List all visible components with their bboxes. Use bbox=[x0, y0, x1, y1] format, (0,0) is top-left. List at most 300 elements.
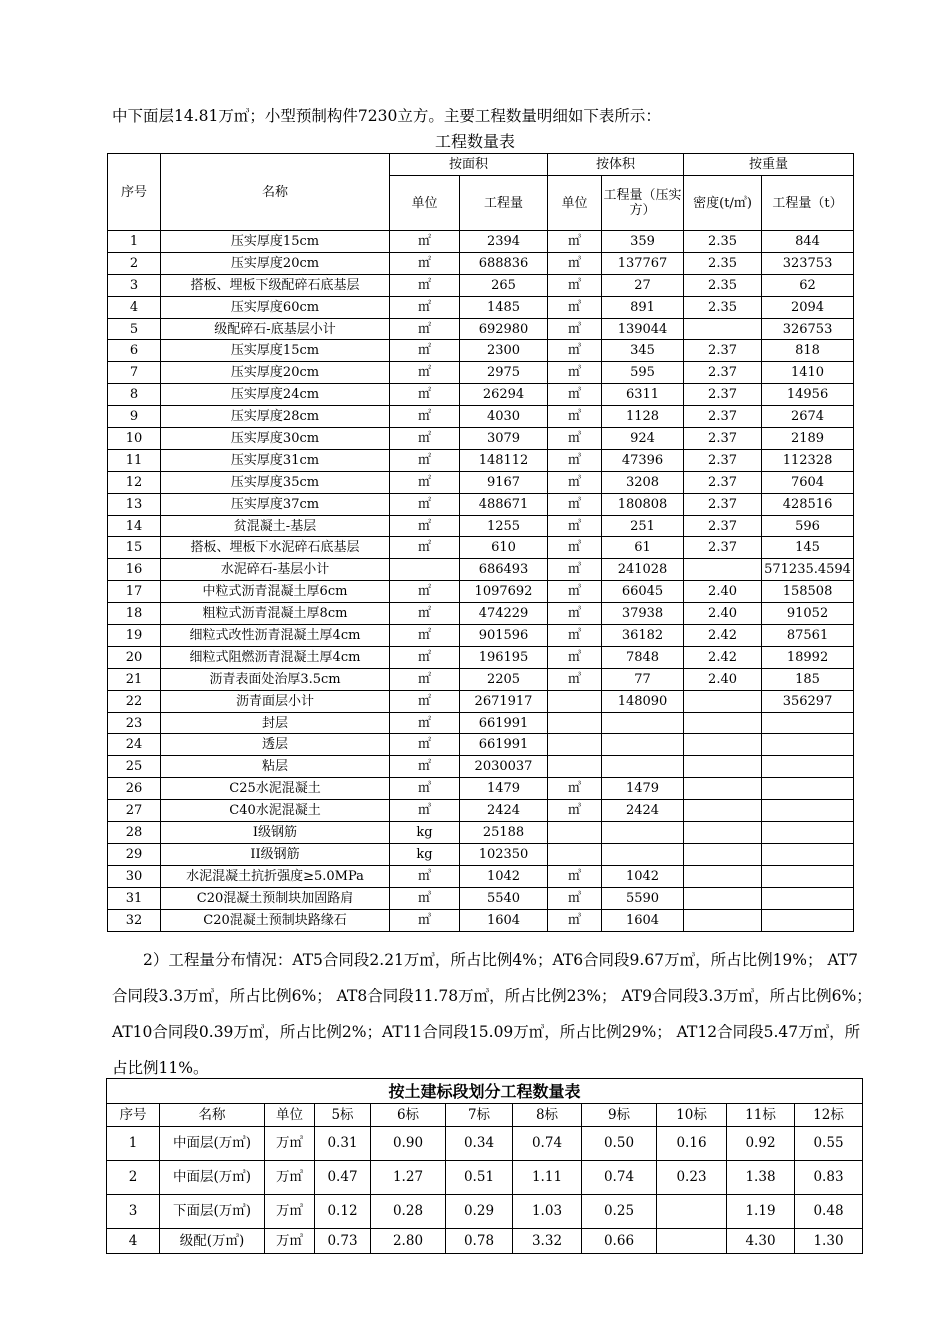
cell-volume-qty: 37938 bbox=[602, 603, 684, 625]
cell-area-unit: ㎡ bbox=[390, 537, 460, 559]
cell-density: 2.40 bbox=[684, 668, 762, 690]
table-row bbox=[108, 778, 854, 800]
table-row bbox=[108, 362, 854, 384]
cell-area-unit: ㎥ bbox=[390, 909, 460, 931]
cell-volume-unit: ㎥ bbox=[548, 231, 602, 253]
cell-area-qty: 610 bbox=[460, 537, 548, 559]
cell-density: 2.37 bbox=[684, 384, 762, 406]
cell-weight-qty bbox=[762, 843, 854, 865]
cell-density: 2.37 bbox=[684, 406, 762, 428]
table-row bbox=[108, 296, 854, 318]
table2-cell: 1.27 bbox=[371, 1161, 446, 1195]
cell-volume-unit bbox=[548, 734, 602, 756]
cell-name: 压实厚度28cm bbox=[161, 406, 390, 428]
cell-seq: 29 bbox=[108, 843, 161, 865]
cell-area-qty: 1479 bbox=[460, 778, 548, 800]
cell-volume-unit: ㎥ bbox=[548, 559, 602, 581]
cell-name: 水泥混凝土抗折强度≥5.0MPa bbox=[161, 865, 390, 887]
cell-name: 细粒式改性沥青混凝土厚4cm bbox=[161, 625, 390, 647]
cell-seq: 31 bbox=[108, 887, 161, 909]
cell-name: 细粒式阻燃沥青混凝土厚4cm bbox=[161, 646, 390, 668]
cell-weight-qty: 2674 bbox=[762, 406, 854, 428]
table2-cell: 2 bbox=[107, 1161, 160, 1195]
cell-area-qty: 1042 bbox=[460, 865, 548, 887]
cell-area-qty: 2671917 bbox=[460, 690, 548, 712]
cell-volume-qty: 891 bbox=[602, 296, 684, 318]
cell-density: 2.35 bbox=[684, 296, 762, 318]
cell-volume-unit: ㎥ bbox=[548, 406, 602, 428]
cell-seq: 28 bbox=[108, 822, 161, 844]
table-row bbox=[108, 734, 854, 756]
cell-weight-qty: 91052 bbox=[762, 603, 854, 625]
cell-area-unit: ㎡ bbox=[390, 603, 460, 625]
cell-volume-qty: 2424 bbox=[602, 800, 684, 822]
table2-cell: 0.28 bbox=[371, 1195, 446, 1229]
table2-cell: 1.11 bbox=[513, 1161, 582, 1195]
cell-density bbox=[684, 865, 762, 887]
cell-name: 压实厚度30cm bbox=[161, 428, 390, 450]
cell-density: 2.37 bbox=[684, 471, 762, 493]
cell-weight-qty: 18992 bbox=[762, 646, 854, 668]
cell-area-qty: 2394 bbox=[460, 231, 548, 253]
cell-name: 压实厚度60cm bbox=[161, 296, 390, 318]
cell-weight-qty: 844 bbox=[762, 231, 854, 253]
table2-cell: 万㎥ bbox=[265, 1229, 315, 1254]
cell-volume-qty: 1479 bbox=[602, 778, 684, 800]
cell-volume-qty: 345 bbox=[602, 340, 684, 362]
table-row bbox=[108, 318, 854, 340]
header-name: 名称 bbox=[161, 154, 390, 231]
cell-volume-unit bbox=[548, 756, 602, 778]
table2-cell: 0.51 bbox=[446, 1161, 513, 1195]
table2-cell: 0.92 bbox=[727, 1127, 795, 1161]
cell-seq: 32 bbox=[108, 909, 161, 931]
table2-header: 名称 bbox=[160, 1104, 265, 1127]
cell-seq: 19 bbox=[108, 625, 161, 647]
table2-cell: 0.55 bbox=[795, 1127, 863, 1161]
table2-cell: 0.73 bbox=[315, 1229, 371, 1254]
cell-name: 搭板、埋板下水泥碎石底基层 bbox=[161, 537, 390, 559]
table2-cell: 0.90 bbox=[371, 1127, 446, 1161]
cell-area-unit: ㎡ bbox=[390, 646, 460, 668]
cell-name: 压实厚度37cm bbox=[161, 493, 390, 515]
table2-cell: 万㎥ bbox=[265, 1195, 315, 1229]
cell-density: 2.37 bbox=[684, 515, 762, 537]
cell-weight-qty: 818 bbox=[762, 340, 854, 362]
cell-area-qty: 148112 bbox=[460, 449, 548, 471]
table-row bbox=[108, 843, 854, 865]
cell-area-qty: 3079 bbox=[460, 428, 548, 450]
cell-area-qty: 102350 bbox=[460, 843, 548, 865]
cell-density bbox=[684, 559, 762, 581]
cell-area-unit: ㎡ bbox=[390, 756, 460, 778]
table-row bbox=[108, 406, 854, 428]
table2-header: 6标 bbox=[371, 1104, 446, 1127]
cell-area-unit: ㎥ bbox=[390, 800, 460, 822]
cell-volume-qty: 251 bbox=[602, 515, 684, 537]
cell-area-unit: ㎡ bbox=[390, 362, 460, 384]
table2-cell: 0.47 bbox=[315, 1161, 371, 1195]
cell-volume-qty: 359 bbox=[602, 231, 684, 253]
cell-seq: 25 bbox=[108, 756, 161, 778]
cell-volume-qty: 1042 bbox=[602, 865, 684, 887]
cell-area-qty: 474229 bbox=[460, 603, 548, 625]
table2-cell: 1.30 bbox=[795, 1229, 863, 1254]
cell-area-qty: 661991 bbox=[460, 734, 548, 756]
cell-area-unit: ㎡ bbox=[390, 252, 460, 274]
cell-volume-qty: 3208 bbox=[602, 471, 684, 493]
cell-volume-unit: ㎥ bbox=[548, 603, 602, 625]
cell-density: 2.37 bbox=[684, 340, 762, 362]
cell-name: 中粒式沥青混凝土厚6cm bbox=[161, 581, 390, 603]
cell-area-qty: 2030037 bbox=[460, 756, 548, 778]
cell-name: 粗粒式沥青混凝土厚8cm bbox=[161, 603, 390, 625]
cell-name: 沥青面层小计 bbox=[161, 690, 390, 712]
intro-paragraph: 中下面层14.81万㎥；小型预制构件7230立方。主要工程数量明细如下表所示： bbox=[112, 107, 661, 125]
cell-area-unit: ㎡ bbox=[390, 231, 460, 253]
cell-name: 级配碎石-底基层小计 bbox=[161, 318, 390, 340]
header-volume-qty: 工程量（压实方） bbox=[602, 176, 684, 231]
cell-name: 搭板、埋板下级配碎石底基层 bbox=[161, 274, 390, 296]
table2-cell: 2.80 bbox=[371, 1229, 446, 1254]
table-row bbox=[108, 756, 854, 778]
cell-weight-qty: 571235.4594 bbox=[762, 559, 854, 581]
cell-volume-unit: ㎥ bbox=[548, 384, 602, 406]
cell-area-unit: ㎡ bbox=[390, 384, 460, 406]
table-row bbox=[108, 384, 854, 406]
table-row bbox=[108, 690, 854, 712]
table-row bbox=[108, 231, 854, 253]
cell-seq: 8 bbox=[108, 384, 161, 406]
cell-area-unit bbox=[390, 559, 460, 581]
cell-density: 2.35 bbox=[684, 252, 762, 274]
cell-seq: 12 bbox=[108, 471, 161, 493]
cell-volume-unit: ㎥ bbox=[548, 865, 602, 887]
cell-seq: 22 bbox=[108, 690, 161, 712]
cell-area-qty: 26294 bbox=[460, 384, 548, 406]
cell-area-unit: kg bbox=[390, 843, 460, 865]
table2-header: 序号 bbox=[107, 1104, 160, 1127]
cell-volume-unit: ㎥ bbox=[548, 537, 602, 559]
cell-seq: 18 bbox=[108, 603, 161, 625]
cell-area-qty: 688836 bbox=[460, 252, 548, 274]
cell-seq: 4 bbox=[108, 296, 161, 318]
cell-name: 压实厚度35cm bbox=[161, 471, 390, 493]
table2-cell bbox=[657, 1195, 727, 1229]
cell-volume-unit: ㎥ bbox=[548, 362, 602, 384]
cell-weight-qty: 1410 bbox=[762, 362, 854, 384]
table2-cell: 0.16 bbox=[657, 1127, 727, 1161]
cell-volume-qty bbox=[602, 843, 684, 865]
cell-volume-unit: ㎥ bbox=[548, 340, 602, 362]
table2-cell: 4.30 bbox=[727, 1229, 795, 1254]
cell-volume-qty: 1604 bbox=[602, 909, 684, 931]
cell-volume-unit: ㎥ bbox=[548, 449, 602, 471]
cell-area-qty: 5540 bbox=[460, 887, 548, 909]
table-row bbox=[108, 515, 854, 537]
cell-area-qty: 4030 bbox=[460, 406, 548, 428]
table2-cell: 中面层(万㎥) bbox=[160, 1161, 265, 1195]
cell-area-qty: 661991 bbox=[460, 712, 548, 734]
table-row bbox=[108, 252, 854, 274]
cell-volume-unit: ㎥ bbox=[548, 646, 602, 668]
cell-weight-qty: 326753 bbox=[762, 318, 854, 340]
cell-weight-qty bbox=[762, 756, 854, 778]
table-row bbox=[108, 865, 854, 887]
cell-volume-qty: 180808 bbox=[602, 493, 684, 515]
cell-volume-qty: 139044 bbox=[602, 318, 684, 340]
table-row bbox=[108, 537, 854, 559]
cell-density: 2.40 bbox=[684, 603, 762, 625]
section-quantity-table bbox=[106, 1078, 863, 1254]
table-row bbox=[108, 603, 854, 625]
cell-area-qty: 2300 bbox=[460, 340, 548, 362]
table2-cell: 4 bbox=[107, 1229, 160, 1254]
table-row bbox=[108, 274, 854, 296]
cell-volume-unit: ㎥ bbox=[548, 887, 602, 909]
cell-name: 压实厚度20cm bbox=[161, 362, 390, 384]
cell-area-unit: ㎡ bbox=[390, 340, 460, 362]
table2-header: 8标 bbox=[513, 1104, 582, 1127]
cell-name: I级钢筋 bbox=[161, 822, 390, 844]
table2-cell: 级配(万㎥) bbox=[160, 1229, 265, 1254]
header-weight-qty: 工程量（t） bbox=[762, 176, 854, 231]
cell-density bbox=[684, 887, 762, 909]
cell-area-qty: 686493 bbox=[460, 559, 548, 581]
cell-volume-unit: ㎥ bbox=[548, 909, 602, 931]
cell-weight-qty: 323753 bbox=[762, 252, 854, 274]
cell-volume-qty: 36182 bbox=[602, 625, 684, 647]
table-row bbox=[108, 712, 854, 734]
cell-name: II级钢筋 bbox=[161, 843, 390, 865]
cell-seq: 13 bbox=[108, 493, 161, 515]
cell-volume-qty: 241028 bbox=[602, 559, 684, 581]
cell-area-qty: 2205 bbox=[460, 668, 548, 690]
header-by-area: 按面积 bbox=[390, 154, 548, 176]
cell-area-unit: ㎡ bbox=[390, 449, 460, 471]
table-row bbox=[108, 581, 854, 603]
table2-cell: 0.83 bbox=[795, 1161, 863, 1195]
cell-area-qty: 1097692 bbox=[460, 581, 548, 603]
cell-name: 压实厚度15cm bbox=[161, 340, 390, 362]
table1-title: 工程数量表 bbox=[434, 132, 515, 151]
cell-weight-qty: 87561 bbox=[762, 625, 854, 647]
cell-volume-unit: ㎥ bbox=[548, 668, 602, 690]
cell-weight-qty: 145 bbox=[762, 537, 854, 559]
cell-density bbox=[684, 778, 762, 800]
cell-area-qty: 2424 bbox=[460, 800, 548, 822]
table-row bbox=[108, 559, 854, 581]
cell-weight-qty: 158508 bbox=[762, 581, 854, 603]
cell-volume-unit: ㎥ bbox=[548, 493, 602, 515]
cell-volume-qty: 5590 bbox=[602, 887, 684, 909]
cell-density bbox=[684, 318, 762, 340]
cell-area-qty: 25188 bbox=[460, 822, 548, 844]
cell-density bbox=[684, 843, 762, 865]
table2-cell: 0.74 bbox=[513, 1127, 582, 1161]
cell-density: 2.35 bbox=[684, 231, 762, 253]
cell-volume-unit: ㎥ bbox=[548, 428, 602, 450]
cell-volume-qty: 924 bbox=[602, 428, 684, 450]
header-area-unit: 单位 bbox=[390, 176, 460, 231]
cell-weight-qty bbox=[762, 800, 854, 822]
cell-area-unit: ㎥ bbox=[390, 865, 460, 887]
cell-density: 2.37 bbox=[684, 428, 762, 450]
table-row bbox=[108, 668, 854, 690]
cell-weight-qty: 185 bbox=[762, 668, 854, 690]
table-row bbox=[107, 1195, 863, 1229]
header-by-volume: 按体积 bbox=[548, 154, 684, 176]
cell-weight-qty bbox=[762, 887, 854, 909]
cell-density bbox=[684, 690, 762, 712]
cell-seq: 14 bbox=[108, 515, 161, 537]
cell-volume-qty: 7848 bbox=[602, 646, 684, 668]
cell-volume-qty bbox=[602, 734, 684, 756]
table2-cell: 0.23 bbox=[657, 1161, 727, 1195]
cell-volume-unit: ㎥ bbox=[548, 778, 602, 800]
cell-area-qty: 265 bbox=[460, 274, 548, 296]
cell-area-qty: 196195 bbox=[460, 646, 548, 668]
cell-density: 2.40 bbox=[684, 581, 762, 603]
cell-volume-unit: ㎥ bbox=[548, 296, 602, 318]
header-area-qty: 工程量 bbox=[460, 176, 548, 231]
cell-area-qty: 2975 bbox=[460, 362, 548, 384]
cell-volume-unit: ㎥ bbox=[548, 581, 602, 603]
cell-seq: 21 bbox=[108, 668, 161, 690]
table2-cell: 1 bbox=[107, 1127, 160, 1161]
cell-volume-qty: 595 bbox=[602, 362, 684, 384]
quantity-table bbox=[107, 153, 854, 932]
table-row bbox=[108, 625, 854, 647]
cell-density bbox=[684, 822, 762, 844]
header-by-weight: 按重量 bbox=[684, 154, 854, 176]
cell-area-unit: ㎡ bbox=[390, 318, 460, 340]
cell-weight-qty: 596 bbox=[762, 515, 854, 537]
table2-cell: 0.66 bbox=[582, 1229, 657, 1254]
cell-seq: 24 bbox=[108, 734, 161, 756]
cell-density bbox=[684, 712, 762, 734]
table-row bbox=[107, 1229, 863, 1254]
table2-cell: 0.78 bbox=[446, 1229, 513, 1254]
cell-seq: 1 bbox=[108, 231, 161, 253]
cell-name: 粘层 bbox=[161, 756, 390, 778]
cell-volume-qty: 6311 bbox=[602, 384, 684, 406]
cell-area-qty: 692980 bbox=[460, 318, 548, 340]
cell-seq: 7 bbox=[108, 362, 161, 384]
cell-area-unit: ㎡ bbox=[390, 581, 460, 603]
cell-volume-unit bbox=[548, 712, 602, 734]
table2-cell: 0.48 bbox=[795, 1195, 863, 1229]
table-row bbox=[107, 1161, 863, 1195]
cell-seq: 2 bbox=[108, 252, 161, 274]
cell-area-qty: 9167 bbox=[460, 471, 548, 493]
cell-area-unit: ㎥ bbox=[390, 778, 460, 800]
cell-weight-qty bbox=[762, 778, 854, 800]
cell-area-unit: ㎡ bbox=[390, 668, 460, 690]
cell-volume-unit: ㎥ bbox=[548, 252, 602, 274]
cell-seq: 23 bbox=[108, 712, 161, 734]
cell-seq: 17 bbox=[108, 581, 161, 603]
table2-cell: 0.74 bbox=[582, 1161, 657, 1195]
cell-density bbox=[684, 734, 762, 756]
header-density: 密度(t/㎥) bbox=[684, 176, 762, 231]
cell-weight-qty: 428516 bbox=[762, 493, 854, 515]
table-row bbox=[108, 449, 854, 471]
cell-volume-qty: 148090 bbox=[602, 690, 684, 712]
table-row bbox=[108, 887, 854, 909]
cell-volume-unit: ㎥ bbox=[548, 471, 602, 493]
table2-cell: 万㎥ bbox=[265, 1127, 315, 1161]
cell-name: 压实厚度15cm bbox=[161, 231, 390, 253]
cell-area-unit: kg bbox=[390, 822, 460, 844]
cell-density: 2.37 bbox=[684, 449, 762, 471]
cell-volume-unit bbox=[548, 843, 602, 865]
cell-density bbox=[684, 756, 762, 778]
cell-seq: 6 bbox=[108, 340, 161, 362]
table2-cell: 0.34 bbox=[446, 1127, 513, 1161]
cell-area-unit: ㎡ bbox=[390, 690, 460, 712]
cell-name: C20混凝土预制块加固路肩 bbox=[161, 887, 390, 909]
cell-volume-unit: ㎥ bbox=[548, 515, 602, 537]
cell-weight-qty bbox=[762, 734, 854, 756]
cell-area-qty: 1604 bbox=[460, 909, 548, 931]
table2-cell bbox=[657, 1229, 727, 1254]
cell-area-qty: 1485 bbox=[460, 296, 548, 318]
cell-seq: 26 bbox=[108, 778, 161, 800]
cell-volume-unit bbox=[548, 690, 602, 712]
table-row bbox=[108, 428, 854, 450]
cell-seq: 16 bbox=[108, 559, 161, 581]
cell-density: 2.42 bbox=[684, 646, 762, 668]
cell-name: 封层 bbox=[161, 712, 390, 734]
cell-name: 压实厚度20cm bbox=[161, 252, 390, 274]
table-row bbox=[108, 800, 854, 822]
cell-volume-qty bbox=[602, 756, 684, 778]
table-row bbox=[107, 1127, 863, 1161]
cell-volume-qty: 61 bbox=[602, 537, 684, 559]
table2-title: 按土建标段划分工程数量表 bbox=[107, 1079, 863, 1104]
cell-name: 水泥碎石-基层小计 bbox=[161, 559, 390, 581]
cell-weight-qty: 112328 bbox=[762, 449, 854, 471]
cell-density: 2.37 bbox=[684, 537, 762, 559]
table-row bbox=[108, 493, 854, 515]
table2-cell: 1.19 bbox=[727, 1195, 795, 1229]
table2-cell: 0.31 bbox=[315, 1127, 371, 1161]
table-row bbox=[108, 340, 854, 362]
cell-volume-qty: 47396 bbox=[602, 449, 684, 471]
cell-name: 沥青表面处治厚3.5cm bbox=[161, 668, 390, 690]
table2-header: 7标 bbox=[446, 1104, 513, 1127]
cell-density: 2.42 bbox=[684, 625, 762, 647]
table2-header: 5标 bbox=[315, 1104, 371, 1127]
table2-cell: 0.12 bbox=[315, 1195, 371, 1229]
table2-header: 11标 bbox=[727, 1104, 795, 1127]
table2-cell: 1.03 bbox=[513, 1195, 582, 1229]
cell-weight-qty: 2094 bbox=[762, 296, 854, 318]
cell-seq: 3 bbox=[108, 274, 161, 296]
table2-cell: 0.29 bbox=[446, 1195, 513, 1229]
cell-volume-unit bbox=[548, 822, 602, 844]
cell-volume-qty bbox=[602, 712, 684, 734]
cell-weight-qty bbox=[762, 712, 854, 734]
cell-seq: 27 bbox=[108, 800, 161, 822]
cell-volume-unit: ㎥ bbox=[548, 318, 602, 340]
cell-weight-qty: 62 bbox=[762, 274, 854, 296]
table-row bbox=[108, 471, 854, 493]
cell-volume-qty: 77 bbox=[602, 668, 684, 690]
table2-cell: 中面层(万㎥) bbox=[160, 1127, 265, 1161]
cell-volume-qty: 27 bbox=[602, 274, 684, 296]
